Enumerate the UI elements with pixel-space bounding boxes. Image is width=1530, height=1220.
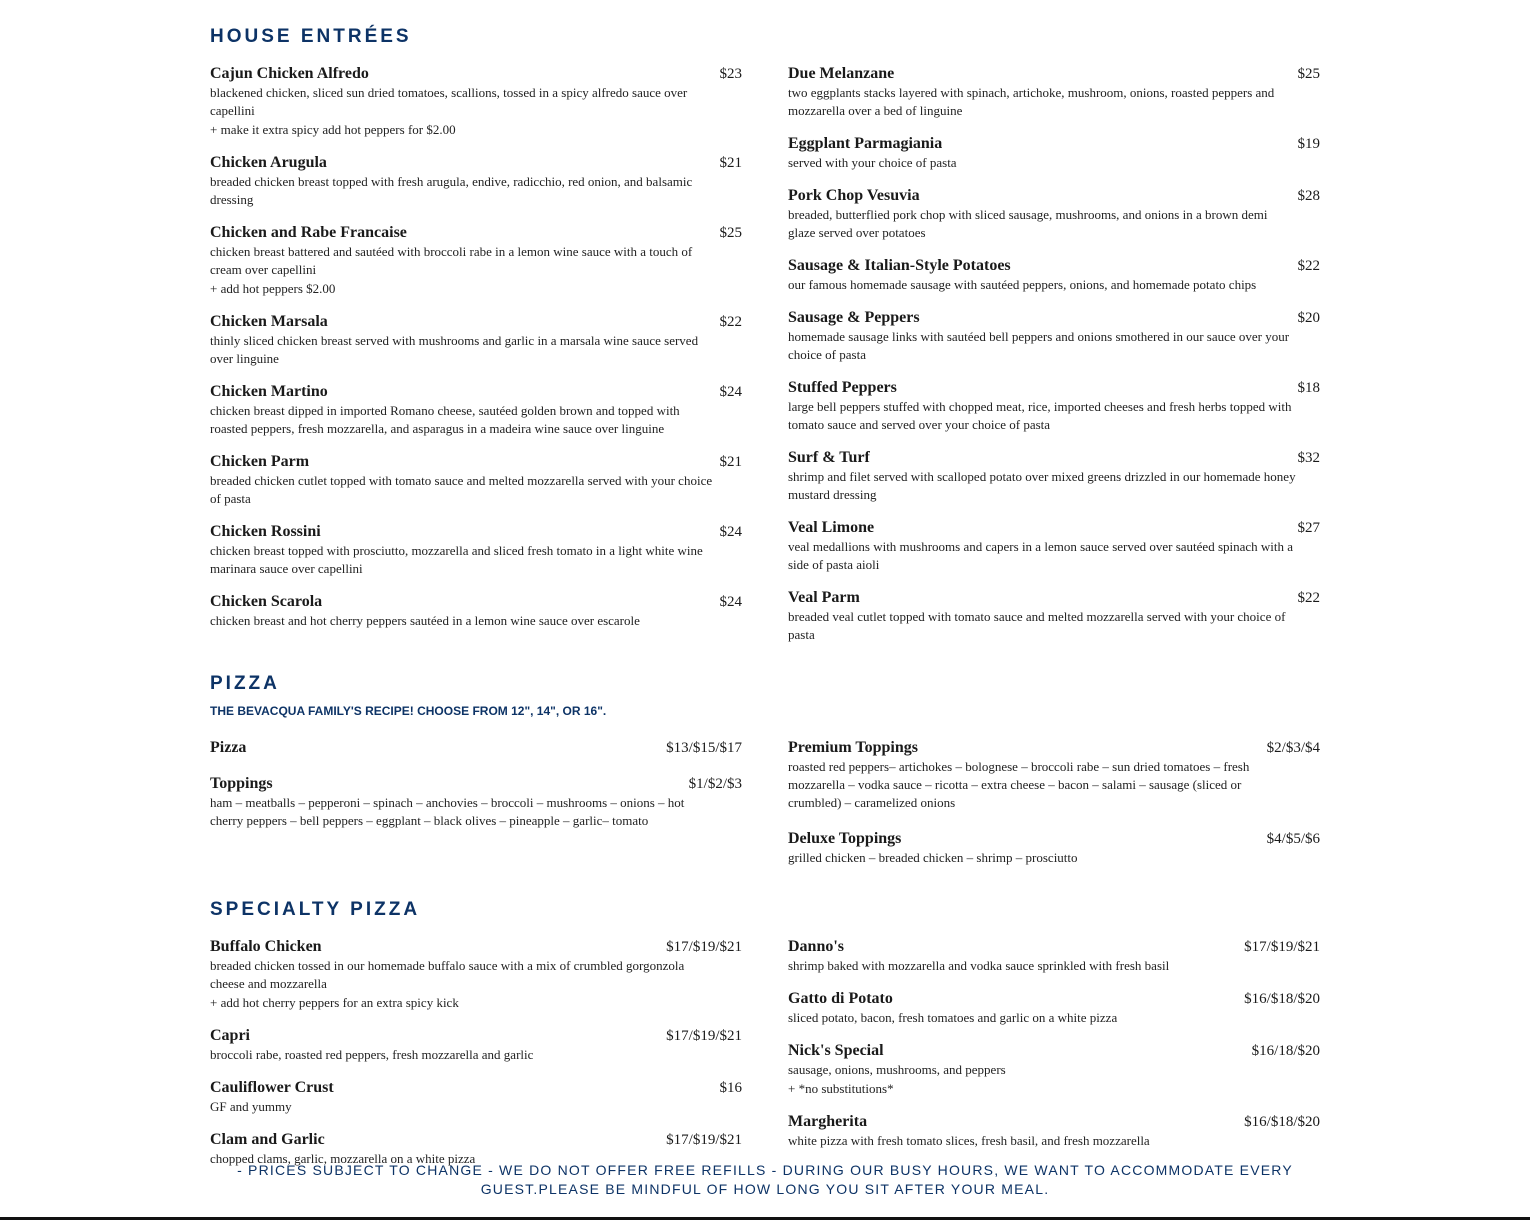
menu-item-price: $24 bbox=[719, 594, 742, 610]
menu-item-description: roasted red peppers– artichokes – bolognese – broccoli rabe – sun dried tomatoes – fresh mozzarella – vodka sauce – ricotta – extra cheese – bacon – salami – sausage (sliced or crumbled) – caramelized onions bbox=[788, 759, 1250, 810]
menu-item-price: $20 bbox=[1297, 310, 1320, 326]
menu-item bbox=[788, 1042, 1320, 1098]
menu-item-price: $16 bbox=[719, 1080, 742, 1096]
menu-item-description: blackened chicken, sliced sun dried tomatoes, scallions, tossed in a spicy alfredo sauce over capellini bbox=[210, 85, 688, 118]
menu-item-description: ham – meatballs – pepperoni – spinach – anchovies – broccoli – mushrooms – onions – hot cherry peppers – bell peppers – eggplant – black olives – pineapple – garlic– tomato bbox=[210, 795, 685, 828]
menu-page bbox=[210, 0, 1320, 1183]
menu-item bbox=[788, 135, 1320, 172]
menu-item-description: chicken breast topped with prosciutto, mozzarella and sliced fresh tomato in a light white wine marinara sauce over capellini bbox=[210, 543, 703, 576]
menu-item-description: thinly sliced chicken breast served with mushrooms and garlic in a marsala wine sauce served over linguine bbox=[210, 333, 699, 366]
menu-item-name: Sausage & Peppers bbox=[788, 309, 920, 326]
menu-item-price: $4/$5/$6 bbox=[1266, 831, 1320, 847]
menu-item bbox=[788, 938, 1320, 975]
menu-item-description: breaded chicken cutlet topped with tomato sauce and melted mozzarella served with your choice of pasta bbox=[210, 473, 713, 506]
menu-item-price: $17/$19/$21 bbox=[666, 1028, 742, 1044]
menu-item bbox=[788, 1113, 1320, 1150]
menu-item-price: $17/$19/$21 bbox=[1244, 939, 1320, 955]
column-left bbox=[210, 938, 742, 1183]
section-pizza bbox=[210, 673, 1320, 885]
menu-item-price: $25 bbox=[1297, 66, 1320, 82]
menu-item-description: served with your choice of pasta bbox=[788, 155, 957, 170]
menu-item-name: Chicken Rossini bbox=[210, 523, 321, 540]
menu-item-header bbox=[788, 589, 1320, 607]
menu-item-price: $16/$18/$20 bbox=[1244, 1114, 1320, 1130]
menu-item-header bbox=[788, 187, 1320, 205]
menu-item-price: $25 bbox=[719, 225, 742, 241]
menu-item-name: Veal Limone bbox=[788, 519, 875, 536]
menu-item bbox=[210, 523, 742, 578]
menu-item-name: Nick's Special bbox=[788, 1042, 884, 1059]
menu-item-price: $1/$2/$3 bbox=[688, 776, 742, 792]
menu-item-price: $17/$19/$21 bbox=[666, 939, 742, 955]
menu-item-price: $22 bbox=[1297, 590, 1320, 606]
menu-item bbox=[788, 257, 1320, 294]
menu-item bbox=[788, 449, 1320, 504]
menu-item-price: $24 bbox=[719, 384, 742, 400]
menu-item bbox=[788, 379, 1320, 434]
menu-item-header bbox=[210, 383, 742, 401]
footer-notice: - PRICES SUBJECT TO CHANGE - WE DO NOT OFFER FREE REFILLS - DURING OUR BUSY HOURS, WE WANT TO ACCOMMODATE EVERY GUEST.PLEASE BE MINDFUL OF HOW LONG YOU SIT AFTER YOUR MEAL. bbox=[237, 1162, 1293, 1197]
menu-item-description: breaded veal cutlet topped with tomato sauce and melted mozzarella served with your choice of pasta bbox=[788, 609, 1286, 642]
menu-item-name: Eggplant Parmagiania bbox=[788, 135, 943, 152]
menu-item-description: broccoli rabe, roasted red peppers, fresh mozzarella and garlic bbox=[210, 1047, 534, 1062]
menu-item bbox=[210, 739, 742, 757]
menu-item-description: homemade sausage links with sautéed bell peppers and onions smothered in our sauce over your choice of pasta bbox=[788, 329, 1290, 362]
menu-item-header bbox=[788, 135, 1320, 153]
menu-item-header bbox=[210, 1131, 742, 1149]
menu-item-price: $32 bbox=[1297, 450, 1320, 466]
menu-item-price: $28 bbox=[1297, 188, 1320, 204]
menu-item-note: + *no substitutions* bbox=[788, 1081, 894, 1096]
menu-item-header bbox=[788, 257, 1320, 275]
menu-item-name: Chicken Parm bbox=[210, 453, 310, 470]
menu-item bbox=[788, 739, 1320, 812]
menu-item-description: grilled chicken – breaded chicken – shrimp – prosciutto bbox=[788, 850, 1078, 865]
menu-item bbox=[210, 65, 742, 139]
column-right bbox=[788, 938, 1320, 1183]
menu-item-description: GF and yummy bbox=[210, 1099, 292, 1114]
menu-item-header bbox=[210, 593, 742, 611]
menu-item-header bbox=[788, 379, 1320, 397]
menu-item-name: Chicken Scarola bbox=[210, 593, 323, 610]
menu-item-name: Chicken and Rabe Francaise bbox=[210, 224, 407, 241]
column-right bbox=[788, 739, 1320, 885]
menu-item bbox=[210, 1027, 742, 1064]
menu-item-price: $16/$18/$20 bbox=[1244, 991, 1320, 1007]
menu-item-header bbox=[788, 830, 1320, 848]
menu-item bbox=[210, 224, 742, 298]
menu-item-description: chopped clams, garlic, mozzarella on a white pizza bbox=[210, 1151, 476, 1166]
menu-item-header bbox=[788, 1113, 1320, 1131]
section-subtitle: THE BEVACQUA FAMILY'S RECIPE! CHOOSE FROM 12", 14", OR 16". bbox=[210, 704, 607, 718]
menu-item bbox=[210, 453, 742, 508]
menu-item-name: Toppings bbox=[210, 775, 273, 792]
menu-item-description: breaded chicken breast topped with fresh arugula, endive, radicchio, red onion, and balsamic dressing bbox=[210, 174, 693, 207]
menu-item bbox=[788, 519, 1320, 574]
menu-item-header bbox=[210, 313, 742, 331]
menu-item-description: veal medallions with mushrooms and capers in a lemon sauce served over sautéed spinach with a side of pasta aioli bbox=[788, 539, 1294, 572]
section-title: PIZZA bbox=[210, 673, 280, 694]
menu-item-price: $27 bbox=[1297, 520, 1320, 536]
menu-item-name: Clam and Garlic bbox=[210, 1131, 325, 1148]
menu-item-name: Danno's bbox=[788, 938, 845, 955]
menu-item-description: breaded chicken tossed in our homemade buffalo sauce with a mix of crumbled gorgonzola cheese and mozzarella bbox=[210, 958, 685, 991]
menu-item-price: $22 bbox=[1297, 258, 1320, 274]
menu-item-price: $21 bbox=[719, 454, 742, 470]
menu-item bbox=[788, 309, 1320, 364]
menu-item-name: Due Melanzane bbox=[788, 65, 895, 82]
menu-item-header bbox=[210, 938, 742, 956]
menu-item-header bbox=[210, 1027, 742, 1045]
menu-item-price: $21 bbox=[719, 155, 742, 171]
menu-item-note: + add hot cherry peppers for an extra spicy kick bbox=[210, 995, 459, 1010]
menu-item-price: $13/$15/$17 bbox=[666, 740, 742, 756]
menu-item-header bbox=[210, 775, 742, 793]
menu-item bbox=[788, 187, 1320, 242]
menu-item bbox=[210, 1079, 742, 1116]
menu-item-description: sliced potato, bacon, fresh tomatoes and garlic on a white pizza bbox=[788, 1010, 1118, 1025]
menu-item-description: shrimp baked with mozzarella and vodka sauce sprinkled with fresh basil bbox=[788, 958, 1170, 973]
menu-item-header bbox=[788, 65, 1320, 83]
menu-item-description: sausage, onions, mushrooms, and peppers bbox=[788, 1062, 1006, 1077]
menu-item bbox=[210, 313, 742, 368]
section-title: SPECIALTY PIZZA bbox=[210, 899, 421, 920]
menu-item-name: Sausage & Italian-Style Potatoes bbox=[788, 257, 1011, 274]
menu-item-name: Capri bbox=[210, 1027, 250, 1044]
menu-item bbox=[788, 65, 1320, 120]
menu-item-price: $16/18/$20 bbox=[1251, 1043, 1320, 1059]
menu-item-description: chicken breast dipped in imported Romano cheese, sautéed golden brown and topped with roasted peppers, fresh mozzarella, and asparagus in a madeira wine sauce over linguine bbox=[210, 403, 680, 436]
menu-item-name: Chicken Marsala bbox=[210, 313, 328, 330]
menu-item-name: Pork Chop Vesuvia bbox=[788, 187, 920, 204]
menu-item-name: Chicken Arugula bbox=[210, 154, 327, 171]
section-title: HOUSE ENTRÉES bbox=[210, 26, 412, 47]
menu-item-name: Surf & Turf bbox=[788, 449, 870, 466]
menu-item-name: Stuffed Peppers bbox=[788, 379, 897, 396]
menu-item bbox=[788, 990, 1320, 1027]
menu-item-note: + make it extra spicy add hot peppers for $2.00 bbox=[210, 122, 456, 137]
menu-item-header bbox=[788, 990, 1320, 1008]
menu-item-price: $22 bbox=[719, 314, 742, 330]
menu-item-header bbox=[210, 739, 742, 757]
menu-item-header bbox=[788, 449, 1320, 467]
menu-item-price: $23 bbox=[719, 66, 742, 82]
menu-item-name: Cajun Chicken Alfredo bbox=[210, 65, 369, 82]
menu-item-header bbox=[210, 523, 742, 541]
menu-item-name: Gatto di Potato bbox=[788, 990, 893, 1007]
menu-item-price: $17/$19/$21 bbox=[666, 1132, 742, 1148]
menu-item-header bbox=[788, 309, 1320, 327]
menu-item bbox=[210, 593, 742, 630]
menu-item-description: two eggplants stacks layered with spinach, artichoke, mushroom, onions, roasted peppers and mozzarella over a bed of linguine bbox=[788, 85, 1275, 118]
menu-item-header bbox=[788, 739, 1320, 757]
menu-item-price: $24 bbox=[719, 524, 742, 540]
menu-item-header bbox=[210, 154, 742, 172]
menu-item-header bbox=[788, 519, 1320, 537]
menu-item-name: Buffalo Chicken bbox=[210, 938, 322, 955]
menu-item-name: Pizza bbox=[210, 739, 247, 756]
menu-item-price: $2/$3/$4 bbox=[1266, 740, 1320, 756]
menu-item-description: chicken breast and hot cherry peppers sautéed in a lemon wine sauce over escarole bbox=[210, 613, 640, 628]
column-left bbox=[210, 739, 742, 885]
menu-item-description: our famous homemade sausage with sautéed peppers, onions, and homemade potato chips bbox=[788, 277, 1257, 292]
menu-item-header bbox=[210, 453, 742, 471]
menu-item-description: large bell peppers stuffed with chopped meat, rice, imported cheeses and fresh herbs topped with tomato sauce and served over your choice of pasta bbox=[788, 399, 1292, 432]
menu-item-description: white pizza with fresh tomato slices, fresh basil, and fresh mozzarella bbox=[788, 1133, 1150, 1148]
menu-item bbox=[210, 775, 742, 830]
section-house-entrees bbox=[210, 0, 1320, 659]
menu-item bbox=[210, 938, 742, 1012]
menu-item-note: + add hot peppers $2.00 bbox=[210, 281, 336, 296]
menu-item bbox=[210, 383, 742, 438]
menu-item-header bbox=[210, 224, 742, 242]
menu-item-header bbox=[788, 938, 1320, 956]
menu-item-description: chicken breast battered and sautéed with broccoli rabe in a lemon wine sauce with a touch of cream over capellini bbox=[210, 244, 693, 277]
menu-item-name: Premium Toppings bbox=[788, 739, 918, 756]
column-left bbox=[210, 65, 742, 659]
menu-item bbox=[788, 830, 1320, 867]
menu-item-description: breaded, butterflied pork chop with sliced sausage, mushrooms, and onions in a brown demi glaze served over potatoes bbox=[788, 207, 1268, 240]
menu-item bbox=[788, 589, 1320, 644]
menu-item-price: $19 bbox=[1297, 136, 1320, 152]
menu-item-name: Veal Parm bbox=[788, 589, 860, 606]
menu-item-header bbox=[788, 1042, 1320, 1060]
menu-item-price: $18 bbox=[1297, 380, 1320, 396]
menu-item bbox=[210, 154, 742, 209]
menu-item-name: Margherita bbox=[788, 1113, 868, 1130]
menu-item-header bbox=[210, 65, 742, 83]
menu-item-header bbox=[210, 1079, 742, 1097]
menu-item-description: shrimp and filet served with scalloped potato over mixed greens drizzled in our homemade honey mustard dressing bbox=[788, 469, 1296, 502]
menu-item-name: Deluxe Toppings bbox=[788, 830, 902, 847]
menu-item-name: Cauliflower Crust bbox=[210, 1079, 334, 1096]
column-right bbox=[788, 65, 1320, 659]
section-specialty-pizza bbox=[210, 899, 1320, 1183]
menu-item-name: Chicken Martino bbox=[210, 383, 328, 400]
